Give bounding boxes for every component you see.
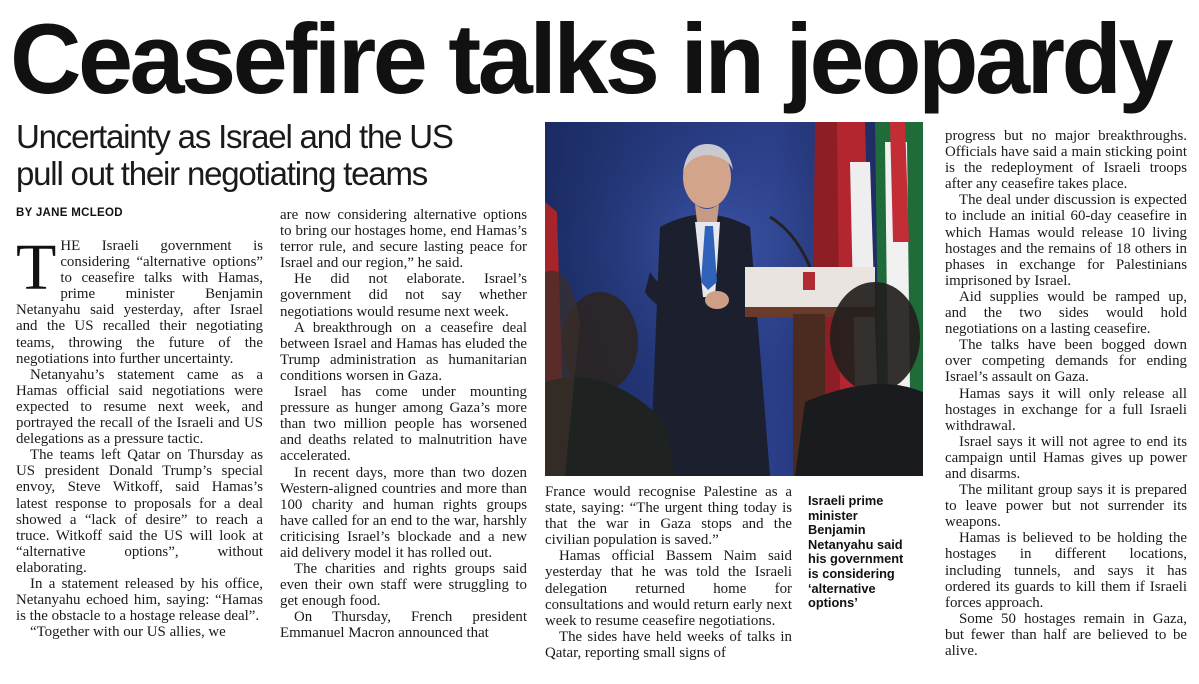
caption-line: ‘alternative	[808, 580, 876, 596]
caption-line: Benjamin	[808, 522, 866, 538]
paragraph-5: “Together with our US allies, we	[30, 624, 226, 641]
photo-caption	[808, 494, 926, 611]
paragraph-7: He did not elaborate. Israel’s government did not say whether negotiations would resume next week.	[280, 271, 527, 320]
subheadline-line-2: pull out their negotiating teams	[16, 155, 428, 192]
paragraph-10: In recent days, more than two dozen Western-aligned countries and more than 100 charity and human rights groups have called for an end to the war, harshly criticising Israel’s blockade and a new aid delivery model it has rolled out.	[280, 464, 527, 561]
article-column-3	[545, 484, 792, 661]
paragraph-4: In a statement released by his office, Netanyahu echoed him, saying: “Hamas is the obstacle to a hostage release deal”.	[16, 575, 263, 625]
article-column-2	[280, 207, 527, 642]
paragraph-9: Israel has come under mounting pressure as hunger among Gaza’s more than two million people has worsened and deaths related to malnutrition have accelerated.	[280, 384, 527, 465]
paragraph-8: A breakthrough on a ceasefire deal between Israel and Hamas has eluded the Trump administration as humanitarian conditions worsen in Gaza.	[280, 319, 527, 384]
paragraph-12: On Thursday, French president Emmanuel Macron announced that	[280, 609, 527, 642]
paragraph-6: are now considering alternative options to bring our hostages home, end Hamas’s terror rule, and secure lasting peace for Israel and our region,” he said.	[280, 207, 527, 272]
paragraph-18: Aid supplies would be ramped up, and the two sides would hold negotiations on a lasting ceasefire.	[945, 288, 1187, 338]
paragraph-23: Hamas is believed to be holding the hostages in different locations, including tunnels, and says it has ordered its guards to kill them if Israeli forces approach.	[945, 530, 1187, 611]
paragraph-17: The deal under discussion is expected to include an initial 60-day ceasefire in which Hamas would release 10 living hostages and the remains of 18 others in phases in exchange for Palestinians imprisoned by Israel.	[945, 192, 1187, 289]
caption-line: Netanyahu said	[808, 536, 903, 552]
drop-cap: T	[16, 231, 57, 304]
article-column-4	[945, 128, 1187, 659]
paragraph-24: Some 50 hostages remain in Gaza, but fewer than half are believed to be alive.	[945, 610, 1187, 659]
paragraph-13: France would recognise Palestine as a state, saying: “The urgent thing today is that the war in Gaza stops and the civilian population is saved.”	[545, 484, 792, 549]
paragraph-1-text: HE Israeli government is considering “alternative options” to ceasefire talks with Hamas, prime minister Benjamin Netanyahu said yesterday, after Israel and the US recalled their negotiating teams, throwing the future of the negotiations into further uncertainty.	[16, 238, 263, 367]
paragraph-15: The sides have held weeks of talks in Qatar, reporting small signs of	[545, 628, 792, 661]
caption-line: options’	[808, 595, 858, 611]
paragraph-14: Hamas official Bassem Naim said yesterday that he was told the Israeli delegation returned home for consultations and would return early next week to resume ceasefire negotiations.	[545, 548, 792, 629]
article-column-1	[16, 231, 263, 641]
paragraph-19: The talks have been bogged down over competing demands for ending Israel’s assault on Gaza.	[945, 337, 1187, 386]
paragraph-11: The charities and rights groups said even their own staff were struggling to get enough food.	[280, 561, 527, 610]
byline: BY JANE MCLEOD	[16, 207, 123, 219]
paragraph-3: The teams left Qatar on Thursday as US president Donald Trump’s special envoy, Steve Witkoff, said Hamas’s latest response to proposals for a deal showed a “lack of desire” to reach a truce. Witkoff said the US will look at “alternative options”, without elaborating.	[16, 447, 263, 576]
caption-line: Israeli prime	[808, 493, 884, 508]
paragraph-1	[16, 231, 263, 367]
paragraph-2: Netanyahu’s statement came as a Hamas official said negotiations were expected to resume next week, and portrayed the recall of the Israeli and US delegations as a pressure tactic.	[16, 366, 263, 448]
subheadline-line-1: Uncertainty as Israel and the US	[16, 118, 453, 155]
netanyahu-photo	[545, 122, 923, 476]
caption-line: minister	[808, 507, 858, 523]
paragraph-20: Hamas says it will only release all hostages in exchange for a full Israeli withdrawal.	[945, 385, 1187, 434]
paragraph-21: Israel says it will not agree to end its campaign until Hamas gives up power and disarms.	[945, 433, 1187, 482]
paragraph-16: progress but no major breakthroughs. Officials have said a main sticking point is the redeployment of Israeli troops after any ceasefire takes place.	[945, 128, 1187, 193]
headline: Ceasefire talks in jeopardy	[10, 3, 1171, 114]
paragraph-22: The militant group says it is prepared to leave power but not surrender its weapons.	[945, 482, 1187, 531]
caption-line: is considering	[808, 565, 895, 581]
caption-line: his government	[808, 551, 904, 567]
subheadline	[16, 118, 536, 192]
